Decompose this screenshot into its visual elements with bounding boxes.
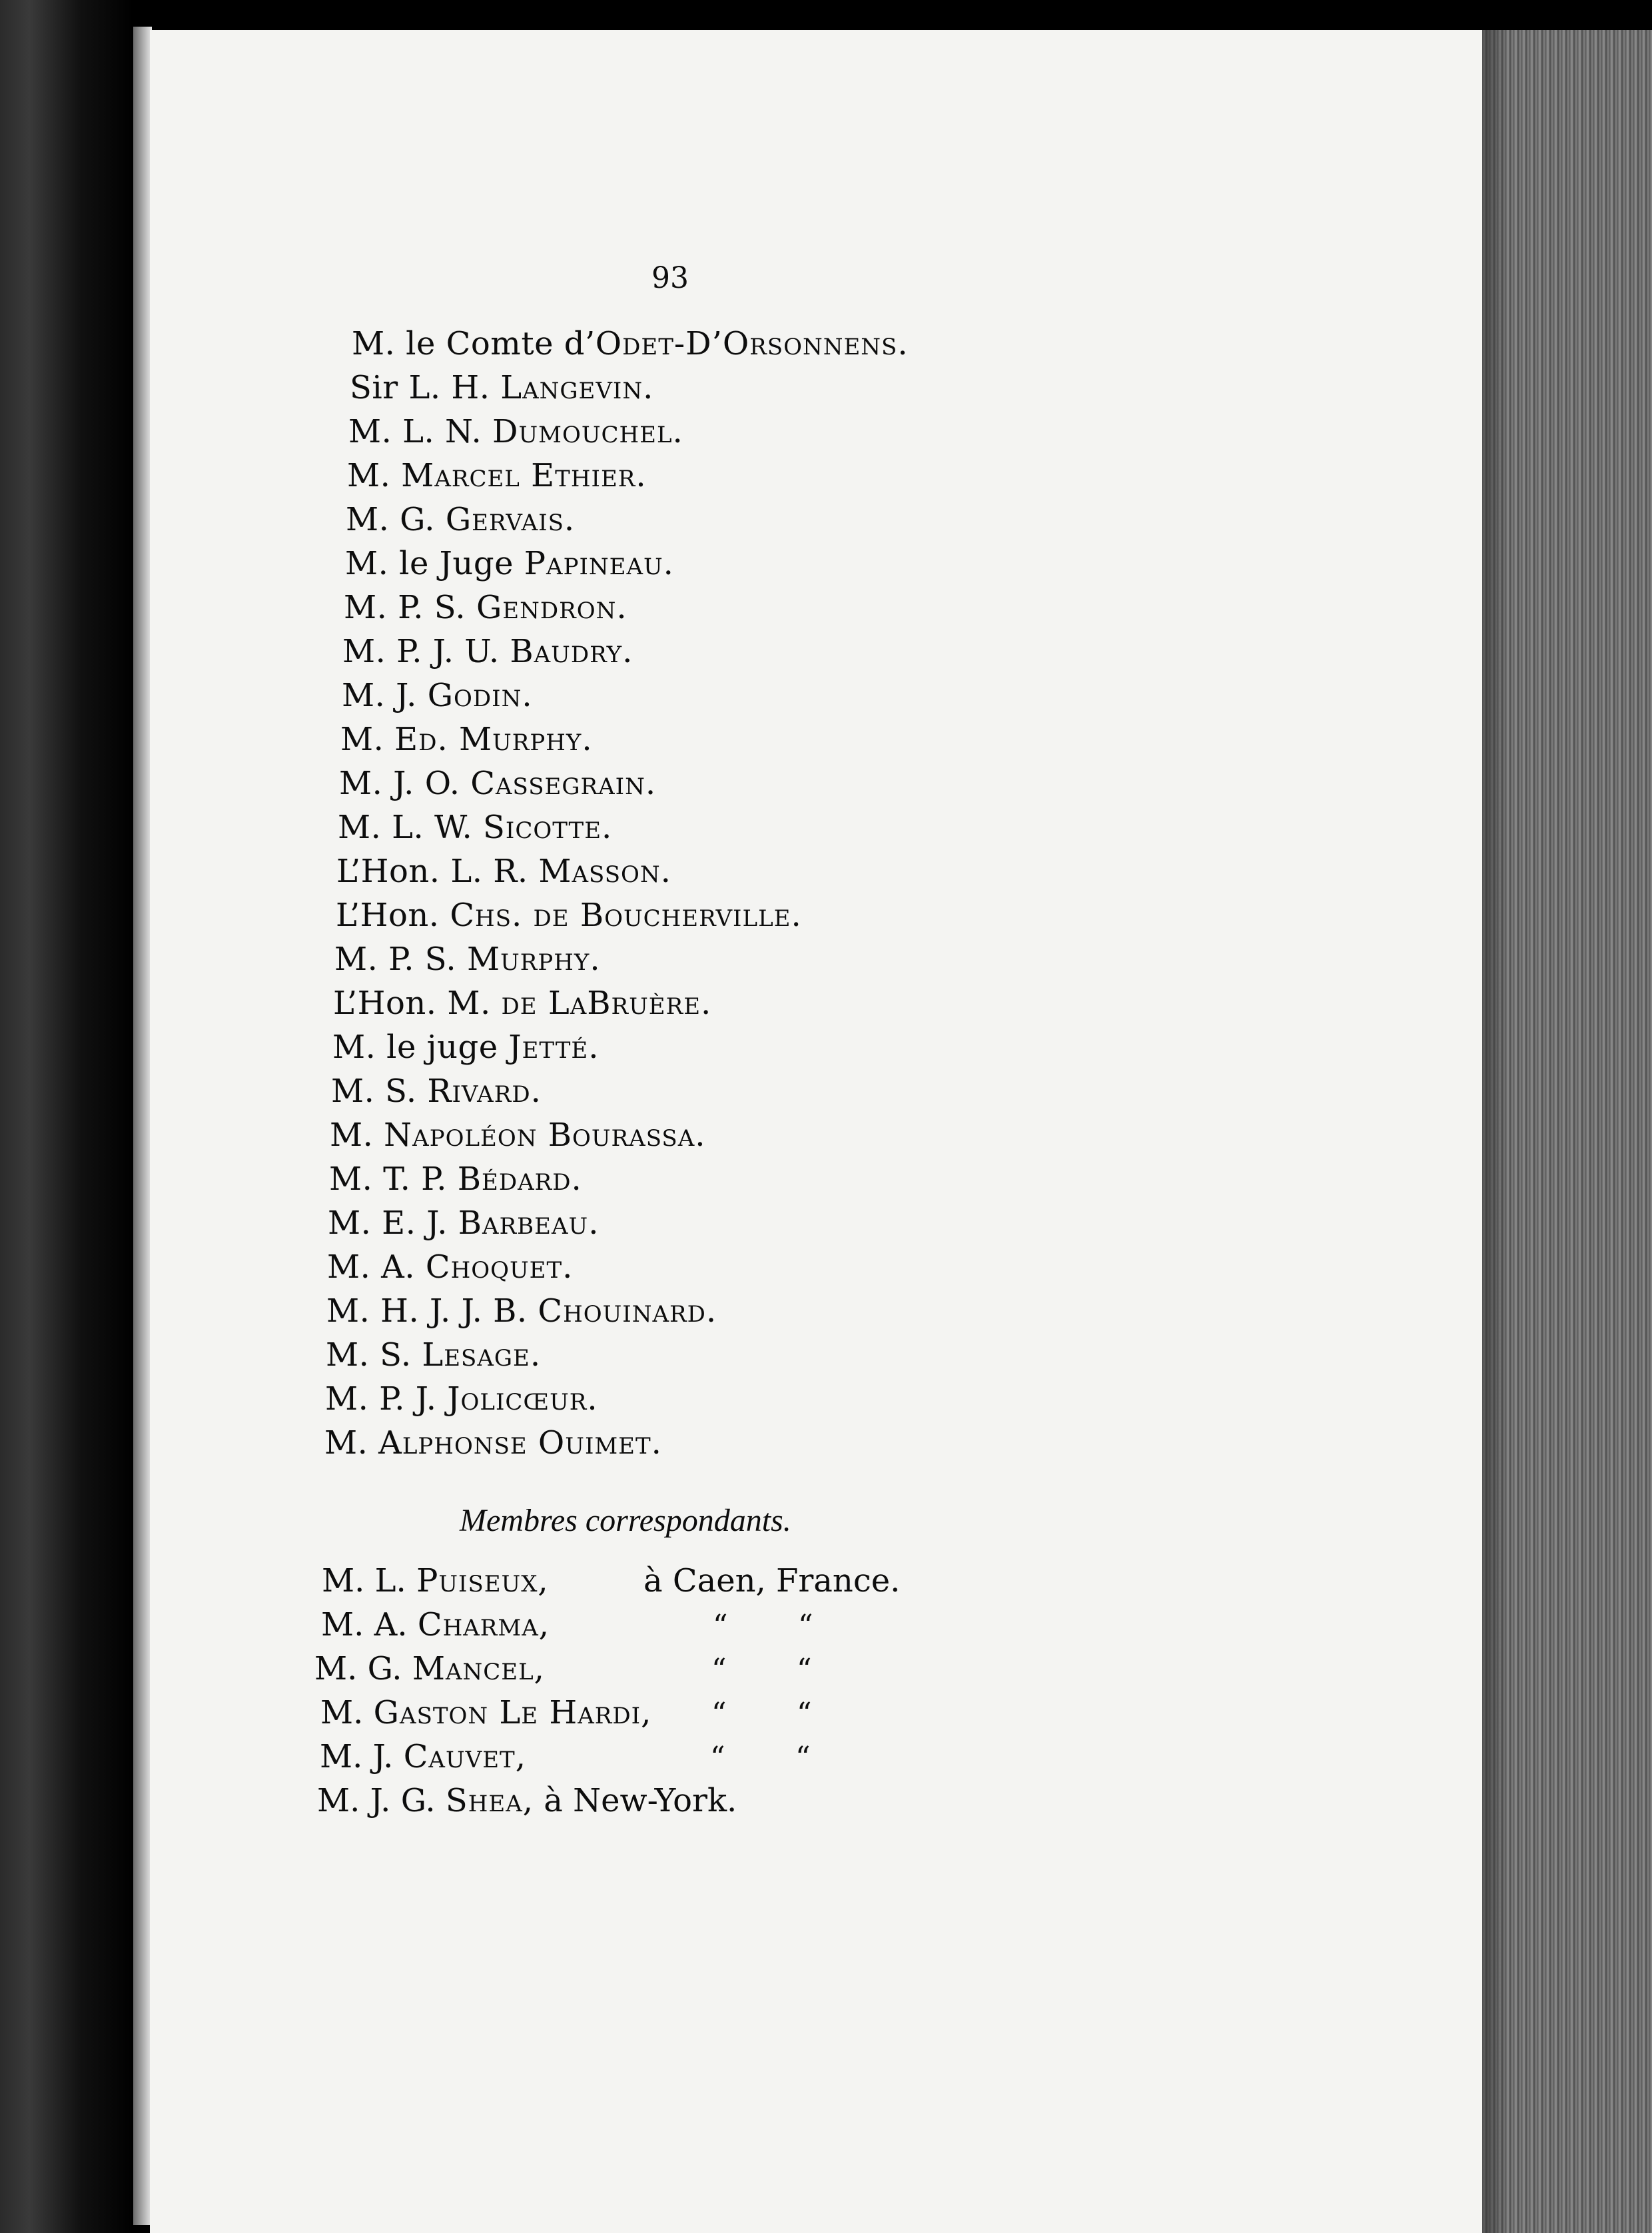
member-prefix: M. le Juge (345, 545, 524, 582)
member-name: Masson. (538, 853, 671, 890)
member-entry (336, 897, 802, 934)
member-name: Lesage. (422, 1336, 542, 1374)
member-name: Chouinard. (538, 1292, 717, 1330)
correspondant-entry (317, 1782, 737, 1819)
ditto-mark: “ (711, 1653, 727, 1687)
member-prefix: M. le juge (332, 1029, 509, 1066)
member-name: Marcel Ethier. (401, 457, 647, 494)
member-entry (348, 413, 683, 450)
member-name: Langevin. (500, 369, 654, 406)
member-entry (329, 1160, 582, 1198)
correspondant-entry (320, 1738, 526, 1775)
member-prefix: M. P. J. U. (342, 633, 510, 670)
member-name: Rivard. (427, 1073, 542, 1110)
member-name: Bédard. (457, 1160, 582, 1198)
member-entry (334, 941, 601, 978)
member-entry (339, 765, 656, 802)
member-prefix: M. J. O. (339, 765, 471, 802)
member-name: Odet-D’Orsonnens. (595, 325, 909, 362)
page-gutter (133, 27, 152, 2225)
member-prefix: M. L. (322, 1562, 417, 1599)
member-prefix: L’Hon. M. (333, 985, 502, 1022)
member-name: Shea, (445, 1782, 534, 1819)
member-prefix: M. (347, 457, 402, 494)
member-entry (342, 633, 633, 670)
member-prefix: Sir L. H. (350, 369, 501, 406)
member-name: Mancel, (412, 1650, 545, 1687)
member-entry (331, 1073, 542, 1110)
member-name: Gendron. (476, 589, 627, 626)
member-entry (346, 501, 575, 538)
member-prefix: M. S. (326, 1336, 422, 1374)
ditto-mark: “ (795, 1741, 811, 1775)
member-name: Ed. Murphy. (394, 721, 593, 758)
member-prefix: M. J. G. (317, 1782, 446, 1819)
member-prefix: M. P. S. (334, 941, 467, 978)
member-name: Choquet. (425, 1248, 574, 1286)
member-name: Dumouchel. (492, 413, 683, 450)
member-name: Baudry. (510, 633, 633, 670)
member-entry (338, 809, 612, 846)
ditto-mark: “ (798, 1609, 813, 1643)
member-entry (342, 677, 533, 714)
member-entry (336, 853, 671, 890)
ditto-mark: “ (797, 1653, 812, 1687)
member-prefix: M. P. J. (325, 1380, 448, 1418)
member-prefix: M. A. (321, 1606, 418, 1643)
member-prefix: M. L. N. (348, 413, 492, 450)
member-prefix: M. T. P. (329, 1160, 458, 1198)
member-name: de LaBruère. (501, 985, 712, 1022)
member-prefix: M. le Comte d’ (352, 325, 596, 362)
ditto-mark: “ (797, 1697, 812, 1731)
ditto-mark: “ (710, 1741, 725, 1775)
member-name: Cauvet, (403, 1738, 526, 1775)
member-name: Gervais. (445, 501, 576, 538)
member-entry (327, 1248, 573, 1286)
member-name: Barbeau. (458, 1204, 600, 1242)
ditto-mark: “ (713, 1609, 728, 1643)
member-entry (340, 721, 593, 758)
member-prefix: M. H. J. J. B. (326, 1292, 538, 1330)
member-name: Godin. (427, 677, 533, 714)
member-name: Murphy. (466, 941, 601, 978)
location: à New-York. (534, 1782, 737, 1819)
member-entry (330, 1116, 706, 1154)
member-name: Jetté. (508, 1029, 600, 1066)
member-name: Alphonse Ouimet. (378, 1424, 662, 1462)
member-name: Papineau. (524, 545, 674, 582)
member-prefix: M. J. (342, 677, 428, 714)
member-entry (345, 545, 674, 582)
member-prefix: M. (340, 721, 395, 758)
member-entry (328, 1204, 599, 1242)
ditto-mark: “ (711, 1697, 727, 1731)
member-entry (326, 1292, 717, 1330)
top-border (133, 0, 1652, 32)
location: à Caen, France. (643, 1562, 901, 1599)
correspondant-entry (322, 1562, 549, 1599)
member-prefix: M. L. W. (338, 809, 484, 846)
binding-shadow (0, 0, 133, 2233)
member-entry (325, 1380, 598, 1418)
member-entry (352, 325, 909, 362)
member-prefix: L’Hon. (336, 897, 450, 934)
member-name: Jolicœur. (447, 1380, 598, 1418)
member-prefix: M. P. S. (344, 589, 476, 626)
member-name: Gaston Le Hardi, (373, 1694, 652, 1731)
member-entry (344, 589, 627, 626)
member-entry (332, 1029, 600, 1066)
correspondant-entry (320, 1694, 651, 1731)
correspondant-entry (314, 1650, 545, 1687)
member-name: Napoléon Bourassa. (384, 1116, 706, 1154)
member-prefix: M. S. (331, 1073, 428, 1110)
member-name: Chs. de Boucherville. (450, 897, 802, 934)
member-prefix: M. G. (314, 1650, 412, 1687)
member-name: Puiseux, (416, 1562, 549, 1599)
member-name: Sicotte. (483, 809, 613, 846)
section-heading: Membres correspondants. (460, 1503, 791, 1538)
member-entry (347, 457, 647, 494)
member-name: Cassegrain. (470, 765, 657, 802)
page-number: 93 (651, 261, 689, 295)
member-prefix: L’Hon. L. R. (336, 853, 539, 890)
member-entry (324, 1424, 662, 1462)
member-name: Charma, (417, 1606, 550, 1643)
member-prefix: M. A. (327, 1248, 426, 1286)
member-prefix: M. (330, 1116, 384, 1154)
member-prefix: M. G. (346, 501, 446, 538)
page-stack-edge (1482, 30, 1652, 2233)
member-prefix: M. (324, 1424, 379, 1462)
member-prefix: M. (320, 1694, 374, 1731)
correspondant-entry (321, 1606, 550, 1643)
member-prefix: M. J. (320, 1738, 404, 1775)
member-entry (350, 369, 653, 406)
member-entry (333, 985, 711, 1022)
member-entry (326, 1336, 541, 1374)
member-prefix: M. E. J. (328, 1204, 458, 1242)
